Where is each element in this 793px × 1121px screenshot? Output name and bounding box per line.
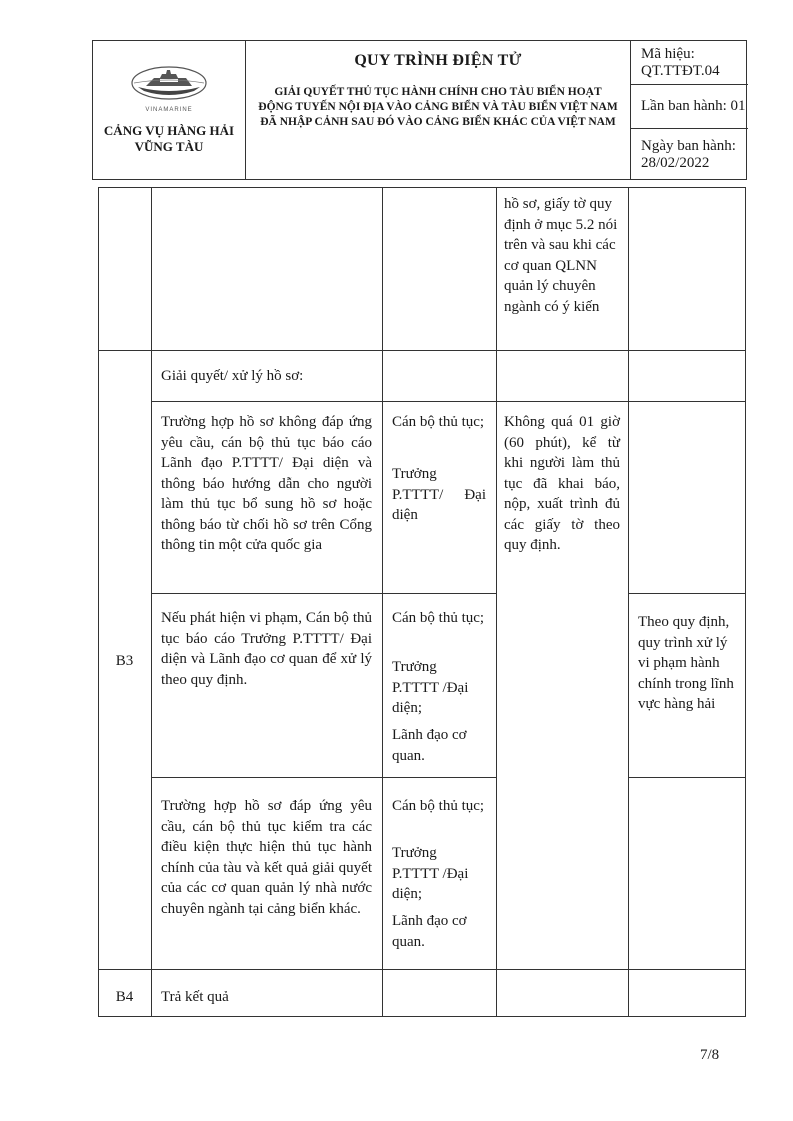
b3-time-cell: Không quá 01 giờ (60 phút), kể từ khi người làm thủ tục đã khai báo, nộp, xuất trình đủ các giấy tờ theo quy định. [504,414,620,553]
doc-code: Mã hiệu: QT.TTĐT.04 [631,41,748,85]
grid-v4 [628,187,629,1017]
grid-h4b [628,777,746,778]
step-b4-label: B4 [115,989,134,1005]
b3c-resp-2: Trưởng P.TTTT /Đại diện; [392,845,469,902]
b3b-resp-2: Trưởng P.TTTT /Đại diện; [392,659,469,716]
header-title-cell [246,41,631,179]
logo-caption: VINAMARINE [145,107,193,113]
doc-issue-date: Ngày ban hành: 28/02/2022 [641,138,736,171]
step-b4-title: Trả kết quả [161,989,229,1005]
b3c-resp-1: Cán bộ thủ tục; [392,798,485,814]
document-type: QUY TRÌNH ĐIỆN TỬ [354,52,522,69]
vinamarine-ship-logo [130,65,208,101]
b3b-resp-1: Cán bộ thủ tục; [392,610,485,626]
b3c-content: Trường hợp hồ sơ đáp ứng yêu cầu, cán bộ thủ tục kiểm tra các điều kiện thực hiện thủ tục hành chính của tàu và kết quả giải quyết của các cơ quan quản lý nhà nước chuyên ngành tại cảng biển khác. [161,798,372,917]
step-b3-label: B3 [115,653,134,669]
b3a-resp-2: Trưởng P.TTTT/ Đại diện [392,466,486,523]
page-number: 7/8 [700,1047,720,1063]
grid-h4 [151,777,496,778]
row0-time-cell: hồ sơ, giấy tờ quy định ở mục 5.2 nói trên và sau khi các cơ quan QLNN quản lý chuyên ngành có ý kiến [504,196,618,315]
agency-name: CẢNG VỤ HÀNG HẢI VŨNG TÀU [103,123,235,154]
header-logo-cell [93,41,246,179]
b3a-content: Trường hợp hồ sơ không đáp ứng yêu cầu, cán bộ thủ tục báo cáo Lãnh đạo P.TTTT/ Đại diện và thông báo hướng dẫn cho người làm thủ tục bổ sung hồ sơ hoặc thông báo từ chối hồ sơ trên Cổng thông tin một cửa quốc gia [161,414,372,553]
step-b3-title: Giải quyết/ xử lý hồ sơ: [161,368,304,384]
grid-h3 [151,593,496,594]
header-meta-cell [631,41,748,179]
document-header [92,40,747,180]
grid-h3b [628,593,746,594]
grid-h5 [98,969,746,970]
grid-h2 [151,401,746,402]
b3b-resp-3: Lãnh đạo cơ quan. [392,727,467,764]
b3a-resp-1: Cán bộ thủ tục; [392,414,485,430]
grid-h1 [98,350,746,351]
doc-edition: Lần ban hành: 01 [631,85,748,129]
document-description: GIẢI QUYẾT THỦ TỤC HÀNH CHÍNH CHO TÀU BIỂN HOẠT ĐỘNG TUYẾN NỘI ĐỊA VÀO CẢNG BIỂN VÀ TÀU BIỂN VIỆT NAM ĐÃ NHẬP CẢNH SAU ĐÓ VÀO CẢNG BIỂN KHÁC CỦA VIỆT NAM [258,86,618,128]
b3b-content: Nếu phát hiện vi phạm, Cán bộ thủ tục báo cáo Trưởng P.TTTT/ Đại diện và Lãnh đạo cơ quan để xử lý theo quy định. [161,610,372,688]
b3b-note: Theo quy định, quy trình xử lý vi phạm hành chính trong lĩnh vực hàng hải [638,614,734,712]
b3c-resp-3: Lãnh đạo cơ quan. [392,913,467,950]
